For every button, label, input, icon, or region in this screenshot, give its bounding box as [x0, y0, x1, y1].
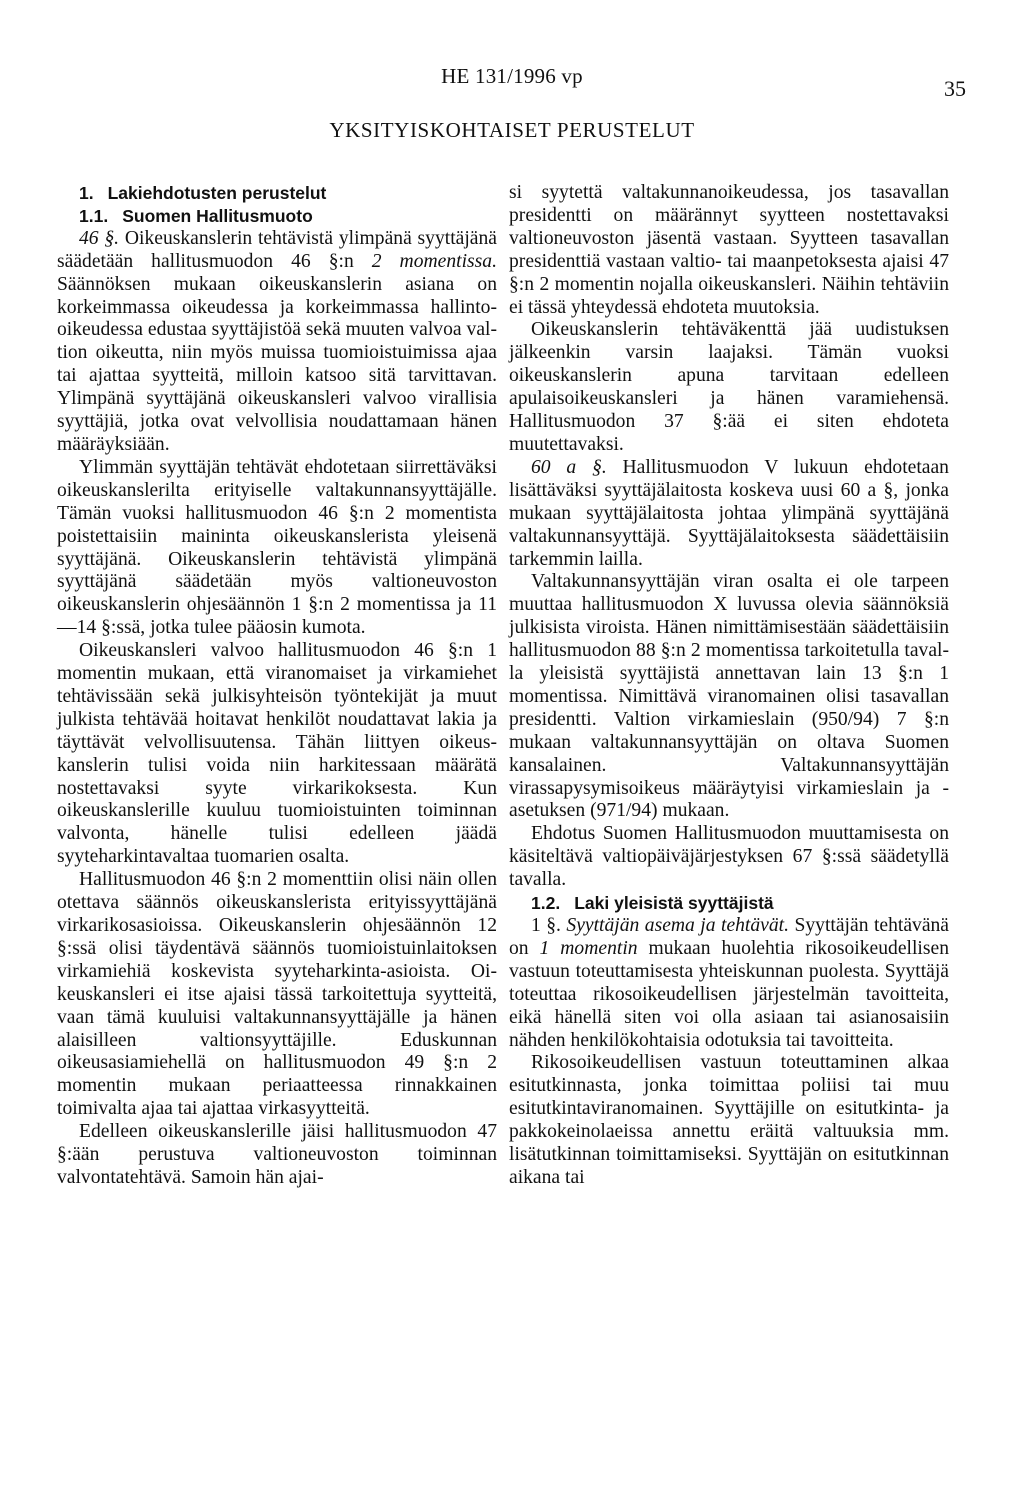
- section-ref: 46 §.: [79, 227, 120, 249]
- paragraph: [57, 228, 497, 457]
- heading-1-2: [509, 892, 949, 915]
- paragraph: [509, 915, 949, 1052]
- paragraph-text: Syyttäjän tehtävänä on: [509, 915, 950, 959]
- section-title: YKSITYISKOHTAISET PERUSTELUT: [329, 118, 695, 142]
- section-ref: 60 a §.: [531, 456, 607, 478]
- section-title-inline: Syyttäjän asema ja tehtävät.: [560, 915, 790, 936]
- heading-1-1-text: Suomen Hallitusmuoto: [122, 205, 313, 226]
- paragraph: Oikeuskanslerin tehtäväkenttä jää uudistuksen jälkeenkin varsin laajaksi. Tämän vuoksi oikeuskanslerin apuna tarvitaan edelleen apulaisoikeuskansleri ja hänen varamiehensä. Hallitusmuodon 37 §:ää ei siten ehdoteta muutettavaksi.: [509, 319, 949, 455]
- paragraph-text: Oikeuskanslerin tehtävistä ylimpänä syyttäjänä säädetään hallitusmuodon 46 §:n: [57, 227, 497, 272]
- paragraph: Ylimmän syyttäjän tehtävät ehdotetaan siirrettäväksi oikeuskanslerilta erityiselle valtakunnansyyttäjälle. Tämän vuoksi hallitusmuodon 46 §:n 2 momentista poistettaisiin maininta oikeuskanslerista yleisenä syyttäjänä. Oikeuskanslerin tehtävistä ylimpänä syyttäjänä säädetään myös valtioneuvoston oikeuskanslerin ohjesäännön 1 §:n 2 momentissa ja 11—14 §:ssä, jotka tulee pääosin kumota.: [57, 456, 497, 639]
- paragraph: Oikeuskansleri valvoo hallitusmuodon 46 §:n 1 momentin mukaan, että viranomaiset ja virkamiehet tehtävissään sekä julkisyhteisön työntekijät ja muut julkista tehtävää hoitavat henkilöt noudattavat lakia ja täyttävät velvollisuutensa. Tähän liittyen oikeuskanslerin tulisi voida niin harkitessaan määrätä nostettavaksi syyte virkarikoksesta. Kun oikeuskanslerille kuuluu tuomioistuinten toiminnan valvonta, hänelle tulisi edelleen jäädä syyteharkintavaltaa tuomarien osalta.: [57, 640, 497, 868]
- heading-1-1-number: 1.1.: [79, 205, 109, 226]
- heading-1-number: 1.: [79, 183, 94, 203]
- moment-ref: 2 momentissa.: [371, 250, 497, 272]
- paragraph: Hallitusmuodon 46 §:n 2 momenttiin olisi näin ollen otettava säännös oikeuskanslerista erityissyyttäjänä virkarikosasioissa. Oikeuskanslerin ohjesäännön 12 §:ssä olisi täydentävä säännös tuomioistuinlaitoksen virkamiehiä koskevista syyteharkinta-asioista. Oikeuskansleri ei itse ajaisi tässä tarkoitettuja syytteitä, vaan tämä kuuluisi valtakunnansyyttäjälle ja hänen alaisilleen valtionsyyttäjille. Eduskunnan oikeusasiamiehellä on hallitusmuodon 49 §:n 2 momentin mukaan periaatteessa rinnakkainen toimivalta ajaa tai ajattaa virkasyytteitä.: [57, 869, 497, 1120]
- paragraph: Rikosoikeudellisen vastuun toteuttaminen alkaa esitutkinnasta, jonka toimittaa poliisi tai muu esitutkintaviranomainen. Syyttäjille on esitutkinta- ja pakkokeinolaeissa annettu eräitä valtuuksia mm. lisätutkinnan toimittamiseksi. Syyttäjän on esitutkinnan aikana tai: [509, 1052, 949, 1188]
- heading-1: [57, 182, 497, 205]
- paragraph: Edelleen oikeuskanslerille jäisi hallitusmuodon 47 §:ään perustuva valtioneuvoston toiminnan valvontatehtävä. Samoin hän ajai-: [57, 1121, 497, 1188]
- paragraph: Valtakunnansyyttäjän viran osalta ei ole tarpeen muuttaa hallitusmuodon X luvussa olevia säännöksiä julkisista viroista. Hänen nimittämisestään säädettäisiin hallitusmuodon 88 §:n 2 momentissa tarkoitetulla tavalla yleisistä syyttäjistä annettavan lain 13 §:n 1 momentissa. Nimittävä viranomainen olisi tasavallan presidentti. Valtion virkamieslain (950/94) 7 §:n mukaan valtakunnansyyttäjän on oltava Suomen kansalainen. Valtakunnansyyttäjän virassapysymisoikeus määräytyisi virkamieslain ja -asetuksen (971/94) mukaan.: [509, 571, 949, 822]
- paragraph: Ehdotus Suomen Hallitusmuodon muuttamisesta on käsiteltävä valtiopäiväjärjestyksen 67 §:ssä säädetyllä tavalla.: [509, 823, 949, 891]
- paragraph-text: Säännöksen mukaan oikeuskanslerin asiana on korkeimmassa oikeudessa ja korkeimmassa hallinto-oikeudessa edustaa syyttäjistöä sekä muuten valvoa valtion oikeutta, niin myös muissa tuomioistuimissa ajaa tai ajattaa syytteitä, milloin katsoo sitä tarvittavan. Ylimpänä syyttäjänä oikeuskansleri valvoo virallisia syyttäjiä, jotka ovat velvollisia noudattamaan hänen määräyksiään.: [57, 273, 497, 455]
- heading-1-text: Lakiehdotusten perustelut: [107, 183, 327, 203]
- heading-1-2-text: Laki yleisistä syyttäjistä: [574, 893, 774, 914]
- heading-1-2-number: 1.2.: [531, 893, 561, 914]
- heading-1-1: [57, 205, 497, 228]
- moment-ref: 1 momentin: [539, 937, 638, 959]
- running-header: [0, 64, 1024, 89]
- page-number: 35: [944, 76, 966, 101]
- paragraph-text: Hallitusmuodon V lukuun ehdotetaan lisättäväksi syyttäjälaitosta koskeva uusi 60 a §, jonka mukaan syyttäjälaitosta johtaa ylimpänä syyttäjänä valtakunnansyyttäjä. Syyttäjälaitoksesta säädettäisiin tarkemmin lailla.: [509, 456, 949, 570]
- right-column: [509, 182, 949, 1190]
- left-column: [57, 182, 497, 1190]
- paragraph: [509, 457, 949, 572]
- paragraph-text: mukaan huolehtia rikosoikeudellisen vastuun toteuttamisesta yhteiskunnan puolesta. Syyttäjä toteuttaa rikosoikeudellisen järjestelmän tavoitteita, eikä hänellä siten voi olla asiaan tai asianosaisiin nähden henkilökohtaisia odotuksia tai tavoitteita.: [509, 937, 949, 1051]
- paragraph-continued: si syytettä valtakunnanoikeudessa, jos tasavallan presidentti on määrännyt syytteen nostettavaksi valtioneuvoston jäsentä vastaan. Syytteen tasavallan presidenttiä vastaan valtio- tai maanpetoksesta ajaisi 47 §:n 2 momentin nojalla oikeuskansleri. Näihin tehtäviin ei tässä yhteydessä ehdoteta muutoksia.: [509, 182, 949, 318]
- document-id: HE 131/1996 vp: [441, 64, 583, 88]
- section-ref: 1 §.: [531, 915, 561, 936]
